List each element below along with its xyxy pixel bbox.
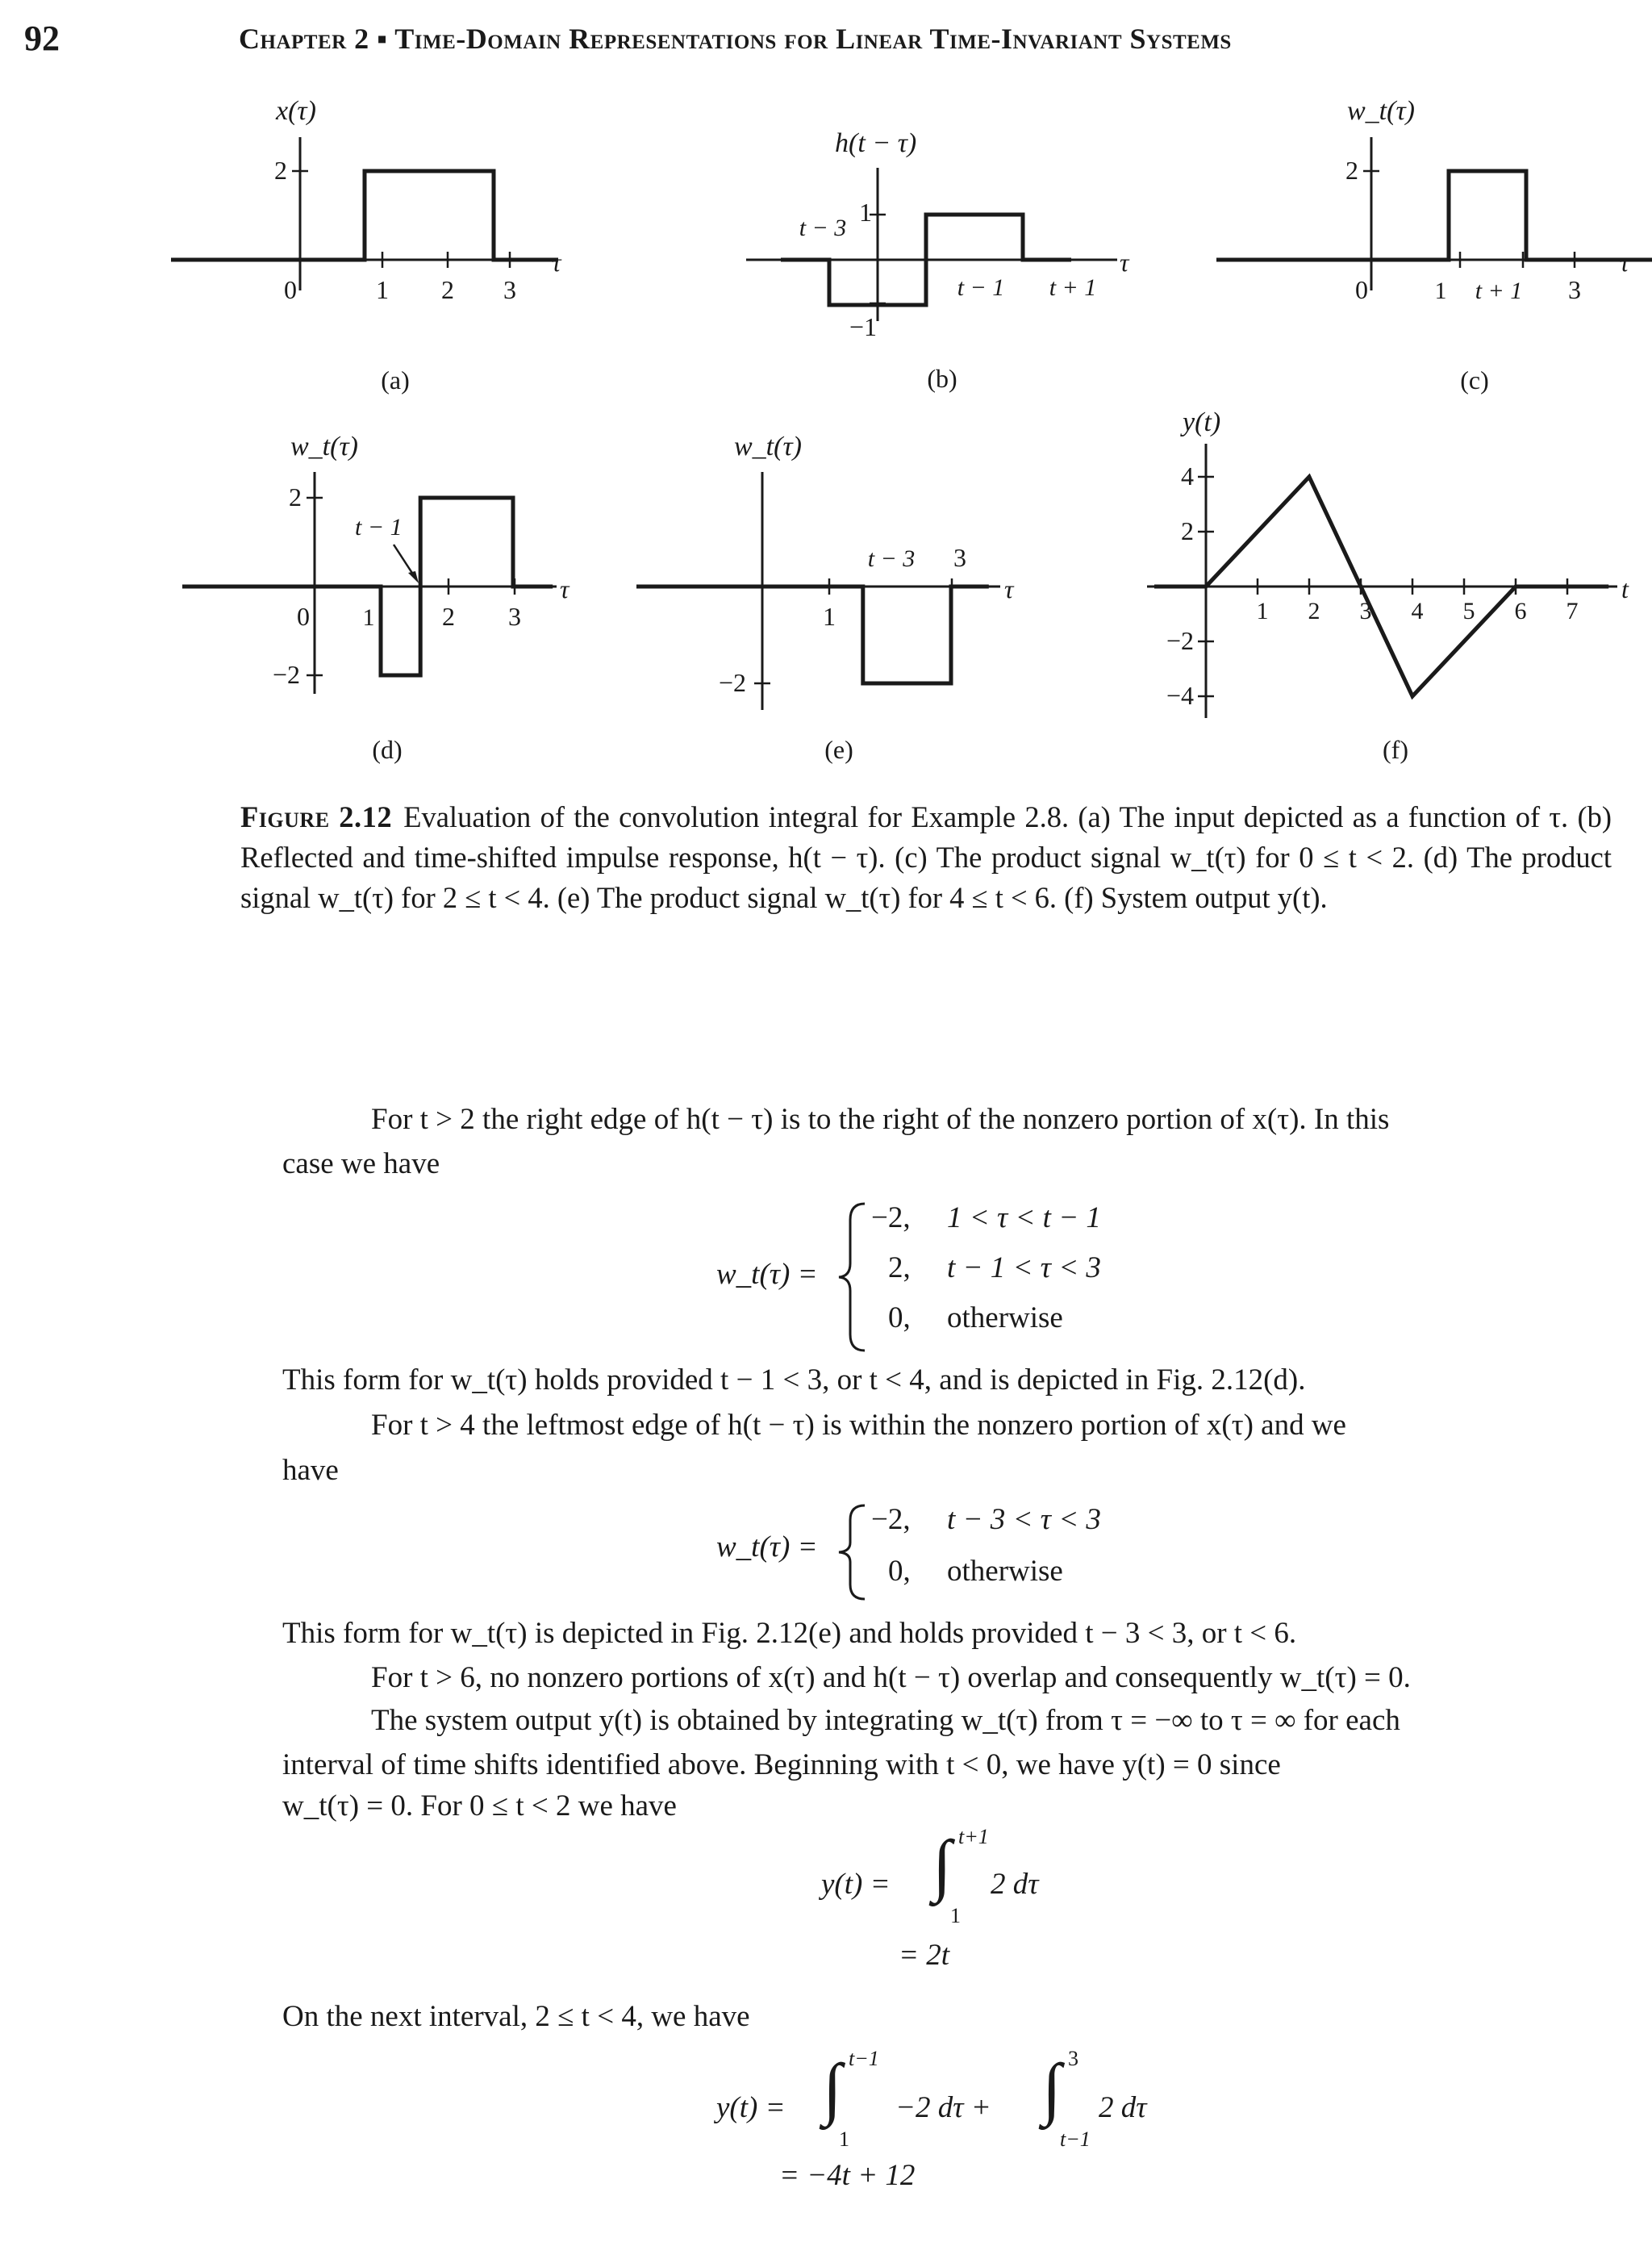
eq1-case2-value: 2,: [888, 1251, 911, 1284]
paragraph-6-cont-2: w_t(τ) = 0. For 0 ≤ t < 2 we have: [282, 1789, 677, 1823]
eq2-lhs: w_t(τ) =: [716, 1530, 818, 1564]
panel-a: [226, 89, 565, 395]
equation-3: [821, 1823, 1160, 1977]
panel-e-ylabel: w_t(τ): [734, 432, 802, 461]
panel-d: [234, 428, 589, 775]
panel-c-ytick-2: 2: [1345, 156, 1358, 185]
panel-c-xtick-tp1: t + 1: [1475, 278, 1523, 304]
panel-b-xtick-tm3: t − 3: [799, 215, 847, 241]
eq3-integrand: 2 dτ: [991, 1868, 1039, 1901]
panel-a-signal: [171, 171, 558, 260]
panel-a-xvar: τ: [552, 248, 561, 277]
panel-e-ytick-neg2: −2: [718, 668, 746, 697]
panel-a-xtick-3: 3: [503, 275, 516, 304]
panel-f-ytick-neg2: −2: [1166, 626, 1194, 655]
panel-f: [1137, 403, 1637, 775]
panel-c-xtick-0: 0: [1355, 275, 1368, 304]
eq4-result: = −4t + 12: [779, 2159, 916, 2192]
paragraph-6: The system output y(t) is obtained by integrating w_t(τ) from τ = −∞ to τ = ∞ for each: [371, 1704, 1400, 1737]
eq4-integral-sign-1: ∫: [823, 2049, 842, 2127]
eq3-lower-limit: 1: [950, 1904, 961, 1927]
eq1-brace: [836, 1200, 868, 1354]
panel-f-label: (f): [1383, 735, 1408, 764]
eq4-integrand-2: 2 dτ: [1099, 2091, 1147, 2124]
eq4-upper-limit-1: t−1: [849, 2047, 879, 2070]
panel-c-xtick-3: 3: [1568, 275, 1581, 304]
eq2-case1-cond: t − 3 < τ < 3: [947, 1503, 1101, 1536]
paragraph-5: For t > 6, no nonzero portions of x(τ) and h(t − τ) overlap and consequently w_t(τ) = 0.: [371, 1661, 1411, 1694]
panel-d-xtick-3: 3: [508, 602, 521, 631]
panel-e-xtick-tm3: t − 3: [867, 545, 916, 572]
caption-text: Evaluation of the convolution integral for Example 2.8. (a) The input depicted as a function of τ. (b) Reflected and time-shifted impulse response, h(t − τ). (c) The product signal w_t(τ) for 0 ≤ t < 2. (d) The product signal w_t(τ) for 2 ≤ t < 4. (e) The product signal w_t(τ) for 4 ≤ t < 6. (f) System output y(t).: [240, 800, 1612, 914]
eq4-lower-limit-1: 1: [839, 2127, 849, 2151]
panel-e: [686, 428, 1057, 775]
eq3-result: = 2t: [899, 1939, 949, 1972]
panel-b-ylabel: h(t − τ): [835, 128, 917, 158]
eq1-case1-value: −2,: [871, 1201, 911, 1234]
eq4-integral-sign-2: ∫: [1042, 2049, 1062, 2127]
eq1-case1-cond: 1 < τ < t − 1: [947, 1201, 1101, 1234]
panel-f-xtick-1: 1: [1256, 598, 1269, 624]
eq4-lower-limit-2: t−1: [1060, 2127, 1091, 2151]
panel-f-ytick-neg4: −4: [1166, 681, 1194, 710]
panel-c-xvar: τ: [1620, 248, 1629, 277]
paragraph-1-cont: case we have: [282, 1147, 440, 1180]
paragraph-3-cont: have: [282, 1454, 339, 1487]
panel-c-signal: [1216, 171, 1652, 260]
figure-caption: [240, 797, 1612, 918]
eq1-lhs: w_t(τ) =: [716, 1258, 818, 1291]
panel-e-label: (e): [824, 735, 853, 764]
panel-d-ylabel: w_t(τ): [290, 432, 358, 461]
panel-e-signal: [636, 587, 989, 683]
panel-e-xtick-1: 1: [823, 602, 836, 631]
panel-f-xtick-5: 5: [1462, 598, 1475, 624]
paragraph-3: For t > 4 the leftmost edge of h(t − τ) is within the nonzero portion of x(τ) and we: [371, 1409, 1346, 1442]
running-head: Chapter 2 ▪ Time-Domain Representations for Linear Time-Invariant Systems: [239, 23, 1232, 55]
panel-b-xtick-tm1: t − 1: [957, 274, 1005, 301]
eq1-case2-cond: t − 1 < τ < 3: [947, 1251, 1101, 1284]
eq2-case1-value: −2,: [871, 1503, 911, 1536]
panel-c-ylabel: w_t(τ): [1347, 96, 1415, 126]
panel-d-xtick-2: 2: [442, 602, 455, 631]
panel-a-ytick-2: 2: [274, 156, 287, 185]
eq2-brace: [836, 1502, 868, 1602]
panel-d-xtick-1: 1: [362, 604, 375, 631]
panel-d-ytick-neg2: −2: [272, 660, 300, 689]
panel-b-xvar: τ: [1120, 248, 1129, 277]
eq1-case3-value: 0,: [888, 1301, 911, 1334]
panel-d-annotation: t − 1: [355, 514, 403, 541]
panel-f-ytick-4: 4: [1181, 461, 1194, 491]
panel-f-xtick-7: 7: [1566, 598, 1579, 624]
eq4-upper-limit-2: 3: [1068, 2047, 1078, 2070]
panel-c-label: (c): [1460, 365, 1489, 395]
panel-b: [734, 121, 1153, 395]
panel-d-arrowhead: [408, 571, 419, 583]
panel-f-xtick-4: 4: [1411, 598, 1424, 624]
panel-f-xtick-6: 6: [1514, 598, 1527, 624]
panel-f-xvar: t: [1621, 574, 1629, 603]
panel-d-xtick-0: 0: [297, 602, 310, 631]
panel-d-ytick-2: 2: [289, 482, 302, 511]
panel-a-label: (a): [381, 365, 410, 395]
eq4-integrand-1: −2 dτ +: [895, 2091, 991, 2124]
panel-b-ytick-1: 1: [859, 198, 872, 227]
eq4-lhs: y(t) =: [716, 2091, 786, 2124]
panel-b-label: (b): [927, 364, 957, 393]
page-number: 92: [24, 19, 60, 58]
paragraph-6-cont-1: interval of time shifts identified above. Beginning with t < 0, we have y(t) = 0 since: [282, 1748, 1281, 1781]
eq3-integral-sign: ∫: [932, 1826, 952, 1903]
eq3-upper-limit: t+1: [958, 1825, 989, 1848]
eq2-case2-value: 0,: [888, 1555, 911, 1588]
panel-c-xtick-1: 1: [1434, 278, 1447, 304]
eq3-lhs: y(t) =: [821, 1868, 891, 1901]
eq2-case2-cond: otherwise: [947, 1555, 1063, 1588]
panel-f-xtick-2: 2: [1308, 598, 1320, 624]
panel-a-xtick-0: 0: [284, 275, 297, 304]
panel-f-xtick-3: 3: [1359, 598, 1372, 624]
panel-f-ytick-2: 2: [1181, 516, 1194, 545]
panel-a-xtick-1: 1: [376, 275, 389, 304]
paragraph-7: On the next interval, 2 ≤ t < 4, we have: [282, 2000, 750, 2033]
equation-4: [716, 2037, 1233, 2198]
panel-d-xvar: τ: [560, 574, 569, 603]
paragraph-4: This form for w_t(τ) is depicted in Fig. 2.12(e) and holds provided t − 3 < 3, or t < 6.: [282, 1617, 1297, 1650]
eq1-case3-cond: otherwise: [947, 1301, 1063, 1334]
panel-d-label: (d): [372, 735, 403, 764]
panel-c: [1291, 89, 1646, 395]
panel-a-xtick-2: 2: [441, 275, 454, 304]
caption-label: Figure 2.12: [240, 800, 393, 833]
panel-e-xvar: τ: [1004, 574, 1014, 603]
panel-b-ytick-neg1: −1: [849, 312, 878, 341]
paragraph-1: For t > 2 the right edge of h(t − τ) is to the right of the nonzero portion of x(τ). In this: [371, 1103, 1390, 1136]
paragraph-2: This form for w_t(τ) holds provided t − 1 < 3, or t < 4, and is depicted in Fig. 2.12(d).: [282, 1363, 1306, 1397]
panel-b-xtick-tp1: t + 1: [1049, 274, 1097, 301]
panel-a-ylabel: x(τ): [276, 96, 316, 126]
panel-e-xtick-3: 3: [953, 543, 966, 572]
panel-f-ylabel: y(t): [1183, 407, 1221, 437]
